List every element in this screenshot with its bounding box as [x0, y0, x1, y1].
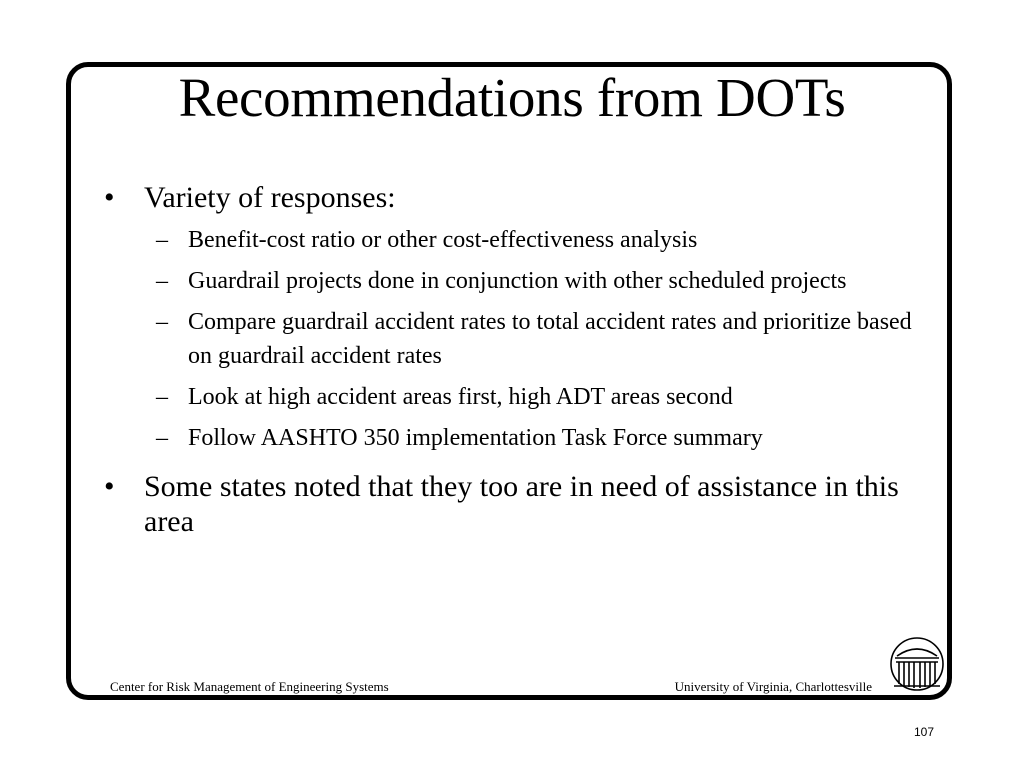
sub-bullet-text: Follow AASHTO 350 implementation Task Force summary — [188, 425, 763, 451]
slide-content — [104, 180, 924, 539]
bullet-item — [104, 180, 924, 215]
sub-bullet-list — [104, 223, 924, 455]
dash-marker: – — [156, 268, 168, 294]
sub-bullet-item — [104, 305, 924, 373]
sub-bullet-item — [104, 264, 924, 298]
dash-marker: – — [156, 384, 168, 410]
sub-bullet-item — [104, 421, 924, 455]
page-number: 107 — [913, 725, 934, 739]
sub-bullet-text: Compare guardrail accident rates to total accident rates and prioritize based on guardrail accident rates — [188, 309, 912, 369]
bullet-marker: • — [104, 470, 115, 503]
dash-marker: – — [156, 227, 168, 253]
bullet-item — [104, 469, 924, 539]
sub-bullet-item — [104, 223, 924, 257]
sub-bullet-text: Guardrail projects done in conjunction with other scheduled projects — [188, 268, 847, 294]
rotunda-logo-icon — [888, 636, 946, 692]
sub-bullet-text: Benefit-cost ratio or other cost-effectiveness analysis — [188, 227, 698, 253]
bullet-text: Some states noted that they too are in need of assistance in this area — [144, 470, 899, 538]
sub-bullet-item — [104, 380, 924, 414]
dash-marker: – — [156, 425, 168, 451]
bullet-text: Variety of responses: — [144, 181, 396, 214]
sub-bullet-text: Look at high accident areas first, high ADT areas second — [188, 384, 733, 410]
footer-organization: Center for Risk Management of Engineering Systems — [110, 679, 389, 694]
slide-title: Recommendations from DOTs — [178, 67, 846, 128]
footer-university: University of Virginia, Charlottesville — [674, 679, 872, 694]
dash-marker: – — [156, 309, 168, 335]
bullet-marker: • — [104, 181, 115, 214]
